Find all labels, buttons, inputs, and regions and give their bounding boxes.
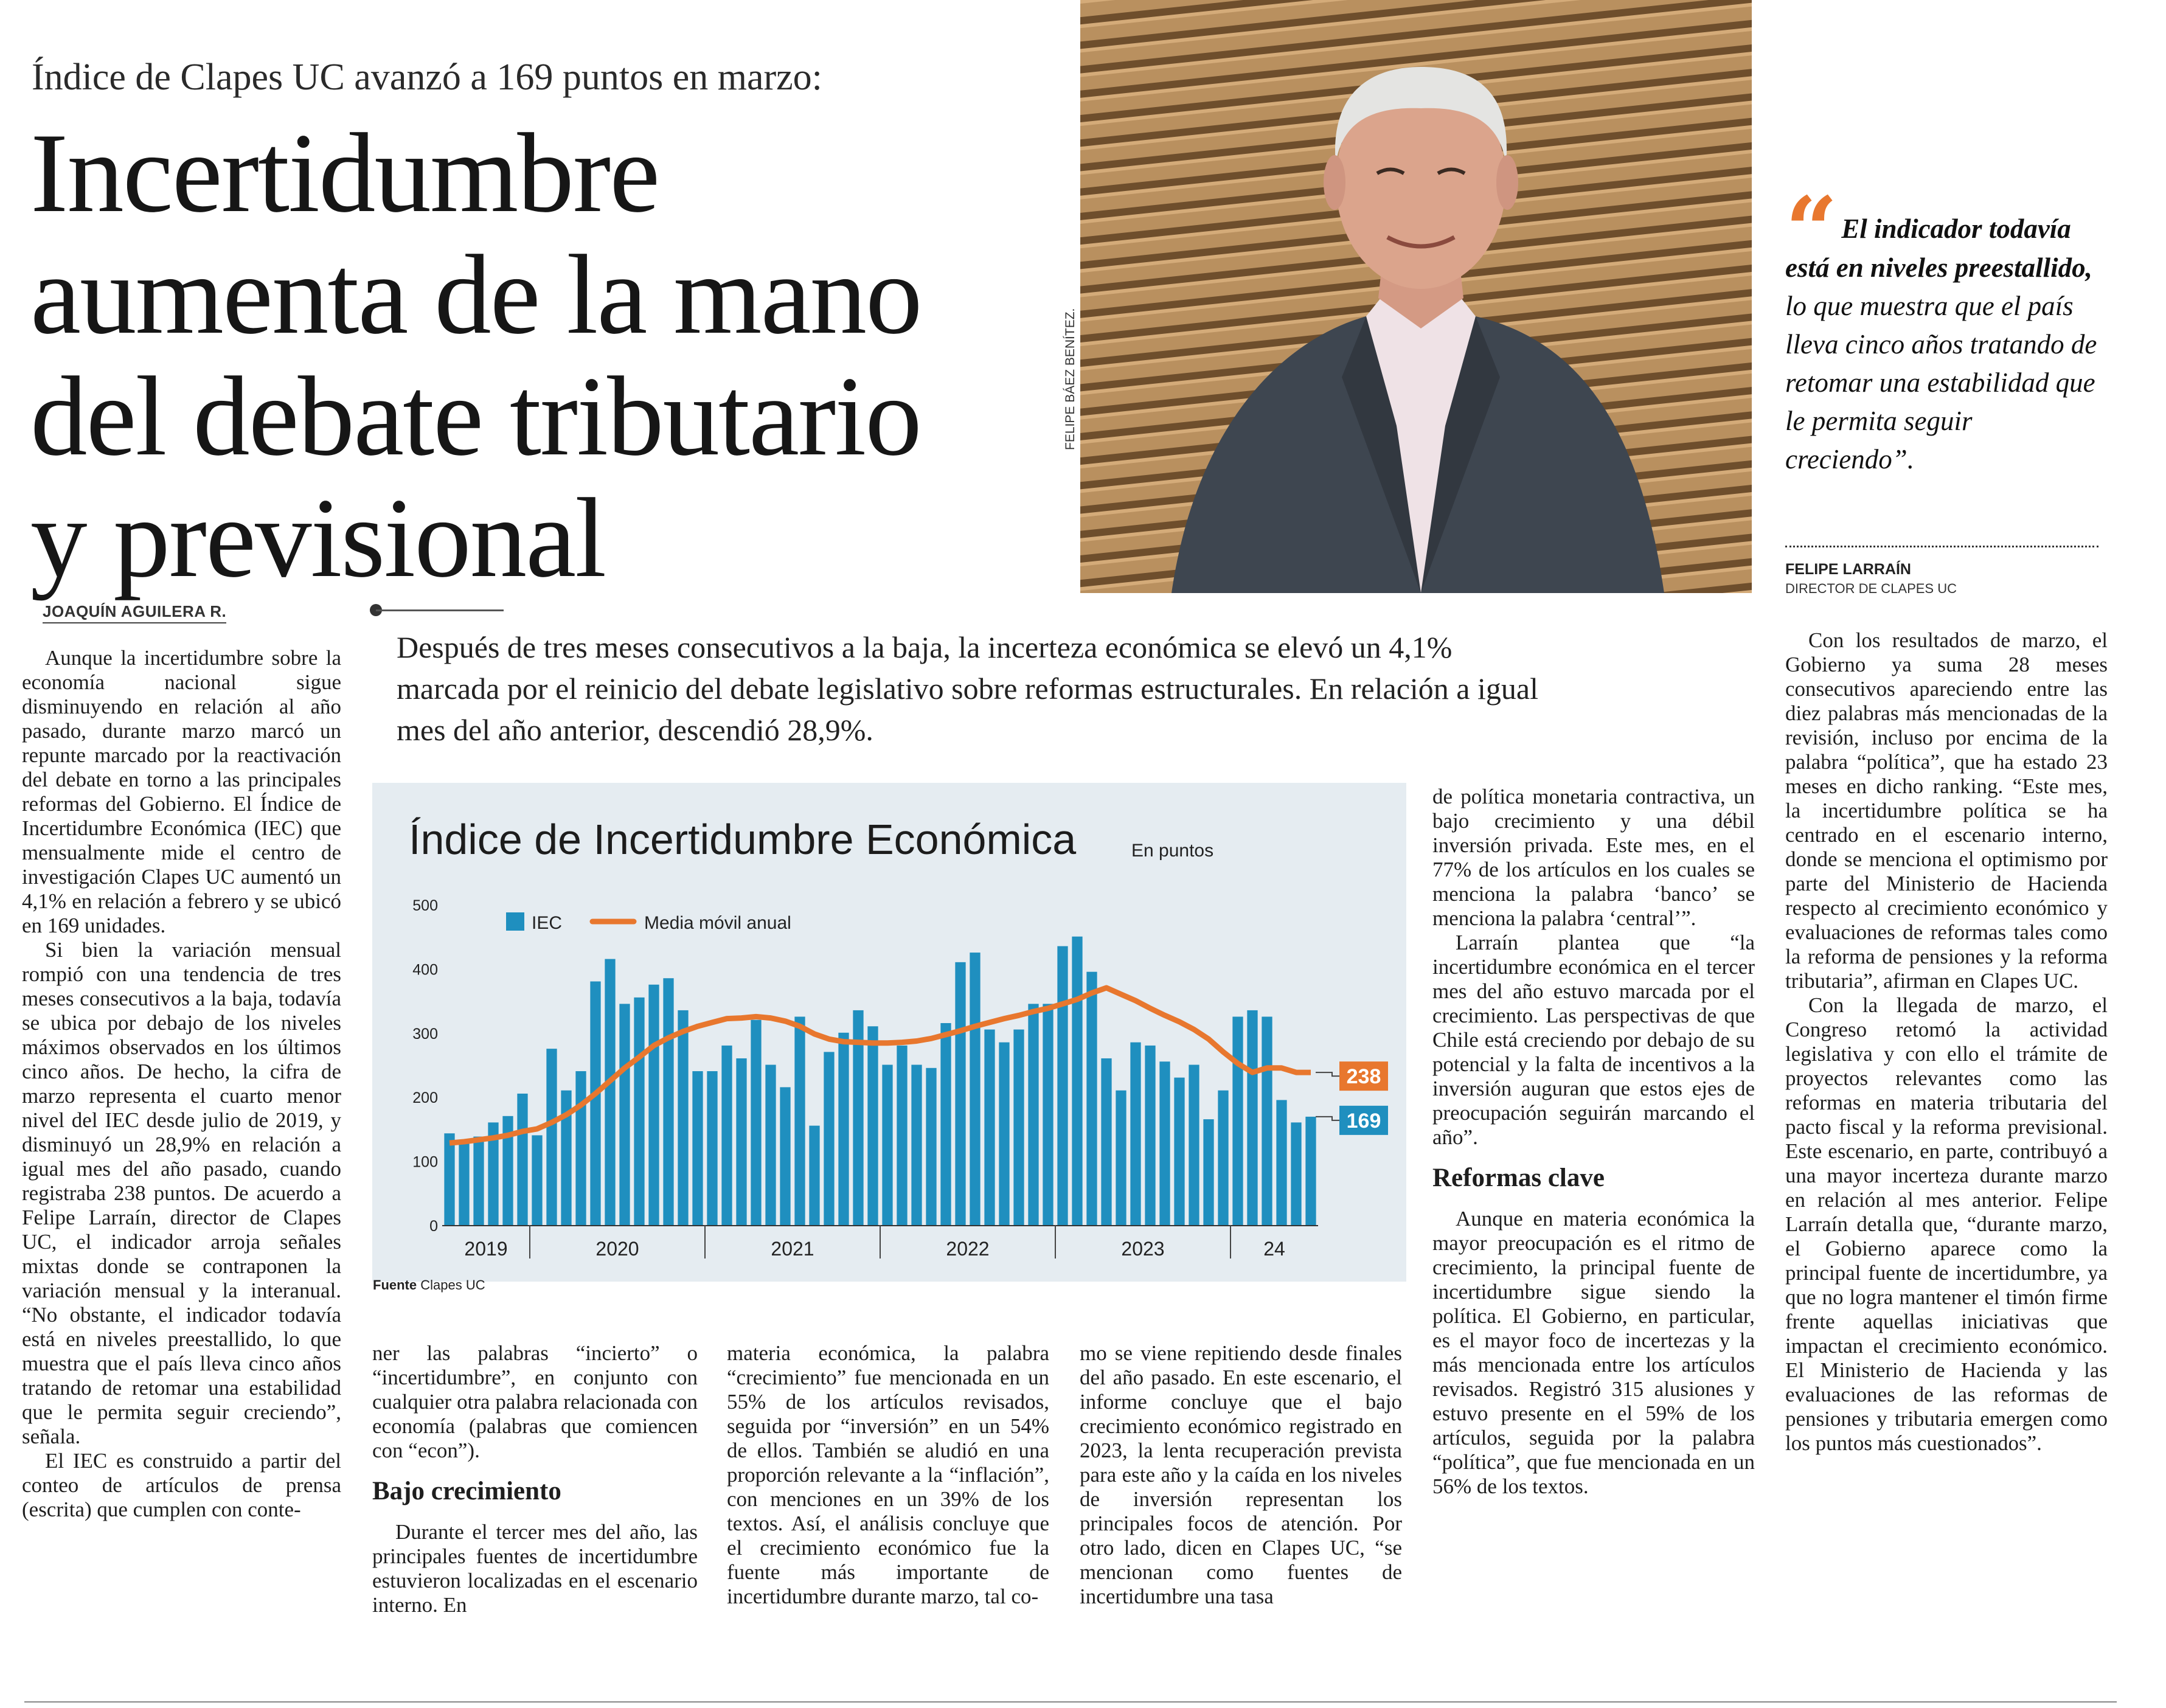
- end-tag-ma-leader: [1316, 1072, 1339, 1076]
- end-tag-ma: 238: [1346, 1065, 1381, 1089]
- iec-chart: [372, 783, 1406, 1282]
- paragraph: de política monetaria contractiva, un bajo crecimiento y una débil inversión privada. Este mes, en el 77% de los artículos en los cuales se menciona la palabra ‘banco’ se menciona la palabra ‘central’”.: [1432, 785, 1755, 930]
- bar: [1203, 1119, 1213, 1225]
- bar: [444, 1133, 454, 1225]
- quote-bold: El indicador todavía está en niveles preestallido,: [1785, 214, 2092, 283]
- bar: [999, 1043, 1009, 1225]
- subheading-reformas-clave: Reformas clave: [1432, 1164, 1605, 1192]
- chart-source: [373, 1277, 485, 1293]
- column-2: [372, 1341, 698, 1617]
- year-label: 2020: [595, 1238, 639, 1260]
- page-bottom-rule: [24, 1701, 2117, 1703]
- bar: [590, 981, 600, 1225]
- portrait-photo: [1080, 0, 1752, 593]
- photo-credit: FELIPE BÁEZ BENÍTEZ.: [1063, 308, 1077, 450]
- bar: [532, 1135, 542, 1225]
- y-tick-label: 500: [412, 897, 438, 914]
- bar: [1130, 1043, 1140, 1225]
- quote-role: DIRECTOR DE CLAPES UC: [1785, 581, 1957, 596]
- year-label: 2021: [771, 1238, 814, 1260]
- bar: [984, 1030, 994, 1225]
- bar: [648, 985, 659, 1225]
- column-3: [727, 1341, 1049, 1609]
- lead-rule: [376, 609, 504, 611]
- quote-mark-icon: “: [1785, 177, 1838, 284]
- bar: [794, 1016, 805, 1225]
- end-tag-iec-leader: [1316, 1117, 1339, 1120]
- lead-paragraph: Después de tres meses consecutivos a la baja, la incerteza económica se elevó un 4,1% marcada por el reinicio del debate legislativo sobre reformas estructurales. En relación a igual mes del año anterior, descendió 28,9%.: [397, 630, 1538, 747]
- headline: [30, 110, 1064, 601]
- source-value: Clapes UC: [420, 1277, 485, 1293]
- year-label: 2022: [946, 1238, 990, 1260]
- bar: [459, 1142, 469, 1225]
- bar: [1189, 1065, 1199, 1226]
- bar: [1028, 1004, 1038, 1225]
- bar: [911, 1065, 922, 1226]
- bar: [1247, 1010, 1257, 1225]
- paragraph: Aunque en materia económica la mayor preocupación es el ritmo de crecimiento, la principal fuente de incertidumbre sigue siendo la política. El Gobierno, en particular, es el mayor foco de incertezas y la más mencionada entre los artículos revisados. Registró 315 alusiones y estuvo presente en el 59% de los artículos, seguida por la palabra “política”, que fue mencionada en un 56% de los textos.: [1432, 1207, 1755, 1498]
- kicker: Índice de Clapes UC avanzó a 169 puntos en marzo:: [32, 57, 822, 98]
- paragraph: Larraín plantea que “la incertidumbre económica en el tercer mes del año estuvo marcada por el crecimiento. Las perspectivas de que Chile está creciendo por debajo de su potencial y la falta de incentivos a la inversión auguran que estos ejes de preocupación seguirán marcando el año”.: [1432, 931, 1755, 1149]
- chart-title: Índice de Incertidumbre Económica: [409, 816, 1077, 863]
- column-6: [1785, 628, 2108, 1456]
- bar: [721, 1046, 732, 1225]
- bar: [897, 1046, 907, 1225]
- paragraph: mo se viene repitiendo desde finales del año pasado. En este escenario, el informe concluye que el bajo crecimiento económico registrado en 2023, la lenta recuperación prevista para este año y la caída en los niveles de inversión representan los principales focos de atención. Por otro lado, dicen en Clapes UC, “se mencionan como fuentes de incertidumbre una tasa: [1080, 1341, 1402, 1608]
- paragraph: Aunque la incertidumbre sobre la economía nacional sigue disminuyendo en relación al año pasado, durante marzo marcó un repunte marcado por la reactivación del debate en torno a las principales reformas del Gobierno. El Índice de Incertidumbre Económica (IEC) que mensualmente mide el centro de investigación Clapes UC aumentó un 4,1% en relación a febrero y se ubicó en 169 unidades.: [22, 646, 341, 937]
- bar: [1101, 1058, 1111, 1225]
- byline: JOAQUÍN AGUILERA R.: [43, 602, 226, 623]
- bar: [1013, 1030, 1024, 1225]
- end-tag-iec: 169: [1346, 1109, 1381, 1133]
- y-tick-label: 100: [412, 1153, 438, 1171]
- pull-quote: [1785, 177, 2102, 479]
- bar: [619, 1004, 630, 1225]
- bar: [765, 1065, 776, 1226]
- y-tick-label: 200: [412, 1089, 438, 1107]
- paragraph: Con la llegada de marzo, el Congreso retomó la actividad legislativa y con ello el trámite de proyectos relevantes como las reformas en materia tributaria del pacto fiscal y la reforma previsional. Este escenario, en parte, contribuyó a una mayor incerteza durante marzo en relación al mes anterior. Felipe Larraín detalla que, “durante marzo, el Gobierno aparece como la principal fuente de incertidumbre, ya que no logra mantener el timón firme frente aquellas iniciativas que impactan el crecimiento económico. El Ministerio de Hacienda y las evaluaciones de las reformas de pensiones y tributaria emergen como los puntos más cuestionados”.: [1785, 993, 2108, 1455]
- bar: [663, 978, 673, 1225]
- bar: [678, 1010, 688, 1225]
- bar: [1072, 937, 1082, 1225]
- bar: [926, 1068, 936, 1225]
- bar: [970, 953, 980, 1225]
- headline-line-4: y previsional: [30, 475, 606, 601]
- quote-name: FELIPE LARRAÍN: [1785, 561, 1911, 578]
- bar: [1159, 1061, 1170, 1225]
- bar: [780, 1087, 790, 1225]
- bar: [1218, 1091, 1228, 1225]
- bar: [1043, 1004, 1053, 1225]
- bar: [473, 1137, 484, 1225]
- bar: [751, 1020, 761, 1225]
- bar: [707, 1071, 717, 1225]
- chart-units: En puntos: [1131, 841, 1214, 861]
- y-tick-label: 400: [412, 961, 438, 979]
- headline-line-3: del debate tributario: [30, 353, 921, 479]
- bar: [955, 962, 965, 1225]
- bar: [1276, 1100, 1286, 1225]
- paragraph: Si bien la variación mensual rompió con una tendencia de tres meses consecutivos a la baja, todavía se ubica por debajo de los niveles máximos observados en los últimos cinco años. De hecho, la cifra de marzo representa el cuarto menor nivel del IEC desde julio de 2019, y disminuyó un 28,9% en relación a igual mes del año pasado, cuando registraba 238 puntos. De acuerdo a Felipe Larraín, director de Clapes UC, el indicador arroja señales mixtas donde se contraponen la variación mensual y la interanual. “No obstante, el indicador todavía está en niveles preestallido, lo que muestra que el país lleva cinco años tratando de retomar una estabilidad que le permita seguir creciendo”, señala.: [22, 938, 341, 1448]
- bar: [882, 1065, 892, 1226]
- paragraph: Durante el tercer mes del año, las principales fuentes de incertidumbre estuvieron localizadas en el escenario interno. En: [372, 1520, 698, 1617]
- bar: [546, 1049, 557, 1225]
- bar: [1145, 1046, 1155, 1225]
- bar: [838, 1033, 849, 1225]
- bar: [1262, 1016, 1272, 1225]
- column-4: [1080, 1341, 1402, 1609]
- bar: [692, 1071, 703, 1225]
- portrait-illustration: [1080, 0, 1752, 593]
- bar: [1291, 1122, 1301, 1225]
- bar: [1174, 1078, 1184, 1225]
- headline-line-1: Incertidumbre: [30, 110, 659, 236]
- legend-label-iec: IEC: [532, 913, 563, 933]
- headline-line-2: aumenta de la mano: [30, 232, 922, 358]
- legend-label-ma: Media móvil anual: [644, 913, 791, 933]
- bar: [867, 1026, 878, 1225]
- bar: [1305, 1117, 1316, 1225]
- paragraph: Con los resultados de marzo, el Gobierno ya suma 28 meses consecutivos apareciendo entre las diez palabras más mencionadas de la revisión, incluso por encima de la palabra “política”, que ha estado 23 meses en dicho ranking. “Este mes, la incertidumbre política se ha centrado en el escenario interno, donde se menciona el optimismo por parte del Ministerio de Hacienda respecto al crecimiento económico y evaluaciones de reformas tales como la reforma de pensiones y la reforma tributaria”, afirman en Clapes UC.: [1785, 628, 2108, 993]
- quote-divider: [1785, 546, 2098, 547]
- bar: [809, 1126, 819, 1225]
- paragraph: El IEC es construido a partir del conteo de artículos de prensa (escrita) que cumplen con conte-: [22, 1449, 341, 1521]
- source-label: Fuente: [373, 1277, 417, 1293]
- bar: [634, 998, 644, 1225]
- bar: [575, 1071, 586, 1225]
- bar: [824, 1052, 834, 1225]
- bar: [1057, 946, 1067, 1225]
- bar: [517, 1094, 527, 1225]
- year-label: 2023: [1121, 1238, 1165, 1260]
- subheading-bajo-crecimiento: Bajo crecimiento: [372, 1477, 561, 1505]
- paragraph: materia económica, la palabra “crecimiento” fue mencionada en un 55% de los artículos revisados, seguida por “inversión” en un 54% de ellos. También se aludió en una proporción relevante a la “inflación”, con menciones en un 39% de los textos. Así, el análisis concluye que el crecimiento económico fue la fuente más importante de incertidumbre durante marzo, tal co-: [727, 1341, 1049, 1608]
- y-tick-label: 0: [429, 1218, 438, 1235]
- bar: [605, 959, 615, 1225]
- bar: [940, 1023, 951, 1225]
- bar: [736, 1058, 746, 1225]
- bar: [1116, 1091, 1126, 1225]
- y-tick-label: 300: [412, 1025, 438, 1043]
- quote-text: lo que muestra que el país lleva cinco años tratando de retomar una estabilidad que le permita seguir creciendo”.: [1785, 291, 2097, 474]
- year-label: 2019: [464, 1238, 508, 1260]
- column-5: [1432, 785, 1755, 1499]
- bar: [1232, 1016, 1243, 1225]
- column-1: [22, 646, 341, 1522]
- year-label: 24: [1263, 1238, 1285, 1260]
- legend-swatch-iec: [506, 912, 524, 931]
- paragraph: ner las palabras “incierto” o “incertidumbre”, en conjunto con cualquier otra palabra relacionada con economía (palabras que comiencen con “econ”).: [372, 1341, 698, 1462]
- bar: [1086, 972, 1097, 1225]
